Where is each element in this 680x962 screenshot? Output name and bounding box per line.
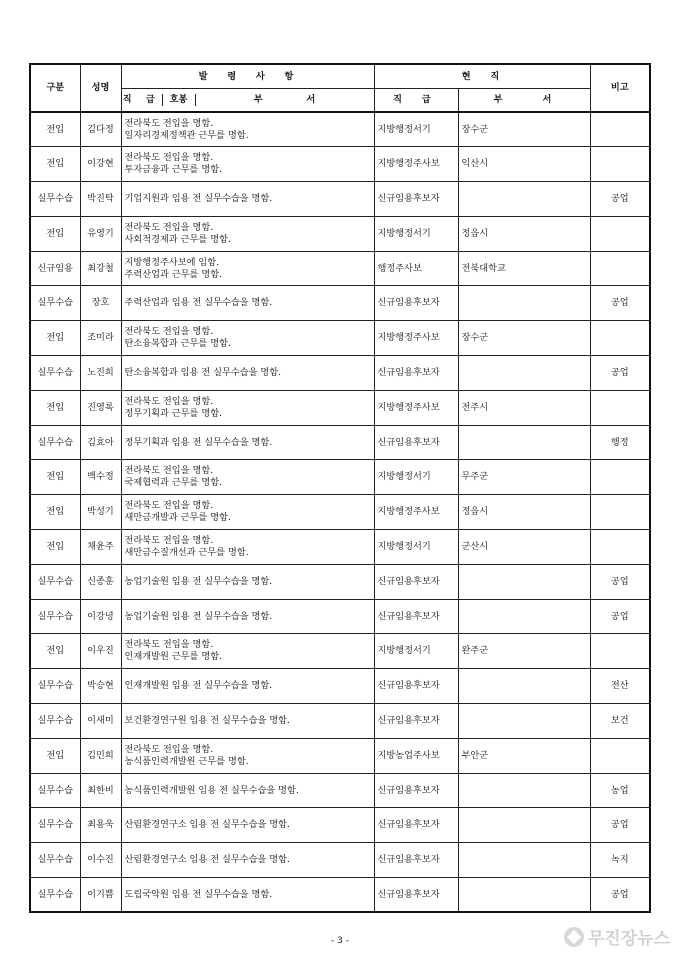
row-appointment	[121, 773, 374, 808]
row-appointment-line1: 전라북도 전입을 명함.	[124, 221, 214, 233]
row-current-dept	[458, 669, 590, 704]
row-current-rank: 신규임용후보자	[374, 773, 458, 808]
row-note	[590, 112, 650, 147]
table-row	[30, 321, 650, 356]
table-row	[30, 216, 650, 251]
row-current-rank: 신규임용후보자	[374, 286, 458, 321]
row-category: 전입	[30, 147, 80, 182]
row-current-dept	[458, 843, 590, 878]
row-appointment-line1: 탄소융복합과 임용 전 실무수습을 명함.	[124, 366, 282, 378]
row-category: 실무수습	[30, 599, 80, 634]
row-appointment-line2: 농식품인력개발원 근무를 명함.	[124, 755, 249, 767]
row-note	[590, 216, 650, 251]
row-current-dept: 정읍시	[458, 216, 590, 251]
row-appointment	[121, 251, 374, 286]
row-appointment-line1: 전라북도 전입을 명함.	[124, 743, 214, 755]
row-appointment-line1: 농업기술원 임용 전 실무수습을 명함.	[124, 610, 273, 622]
row-appointment-line1: 인재개발원 임용 전 실무수습을 명함.	[124, 680, 273, 692]
table-row	[30, 112, 650, 147]
row-appointment	[121, 425, 374, 460]
row-appointment-line1: 전라북도 전입을 명함.	[124, 534, 214, 546]
table-row	[30, 634, 650, 669]
row-appointment-line1: 도립국악원 임용 전 실무수습을 명함.	[124, 888, 273, 900]
row-appointment-line2: 투자금융과 근무를 명함.	[124, 164, 223, 176]
row-appointment-line1: 산림환경연구소 임용 전 실무수습을 명함.	[124, 854, 290, 866]
row-note: 공업	[590, 286, 650, 321]
row-current-rank: 지방행정서기	[374, 460, 458, 495]
row-note	[590, 460, 650, 495]
row-appointment-line2: 인재개발원 근무를 명함.	[124, 651, 223, 663]
row-name: 노진희	[80, 356, 121, 391]
row-note	[590, 738, 650, 773]
row-category: 실무수습	[30, 564, 80, 599]
row-appointment-line1: 기업지원과 임용 전 실무수습을 명함.	[124, 192, 273, 204]
row-current-dept: 장수군	[458, 321, 590, 356]
row-note	[590, 147, 650, 182]
row-current-rank: 신규임용후보자	[374, 564, 458, 599]
row-name: 백수정	[80, 460, 121, 495]
row-note	[590, 530, 650, 565]
row-current-dept: 전주시	[458, 390, 590, 425]
table-header	[30, 64, 650, 112]
row-category: 전입	[30, 112, 80, 147]
table-row	[30, 182, 650, 217]
row-category: 실무수습	[30, 182, 80, 217]
row-appointment	[121, 878, 374, 913]
row-appointment	[121, 808, 374, 843]
header-note: 비고	[590, 64, 650, 112]
row-appointment-line2: 정무기획과 근무를 명함.	[124, 407, 223, 419]
row-appointment	[121, 599, 374, 634]
row-name: 조미라	[80, 321, 121, 356]
row-name: 이우진	[80, 634, 121, 669]
row-name: 이새미	[80, 704, 121, 739]
row-category: 전입	[30, 216, 80, 251]
row-note: 전산	[590, 669, 650, 704]
row-category: 실무수습	[30, 356, 80, 391]
row-current-dept	[458, 182, 590, 217]
row-current-dept	[458, 425, 590, 460]
row-category: 실무수습	[30, 704, 80, 739]
row-name: 진영록	[80, 390, 121, 425]
row-category: 신규임용	[30, 251, 80, 286]
row-category: 실무수습	[30, 878, 80, 913]
row-appointment	[121, 634, 374, 669]
header-sub-dept: 부 서	[253, 94, 336, 105]
row-current-dept	[458, 599, 590, 634]
row-name: 신종훈	[80, 564, 121, 599]
row-appointment-line2: 사회적경제과 근무를 명함.	[124, 233, 231, 245]
watermark-logo-icon	[564, 927, 584, 947]
row-category: 전입	[30, 738, 80, 773]
row-current-rank: 신규임용후보자	[374, 808, 458, 843]
row-current-dept	[458, 773, 590, 808]
appointment-table	[29, 63, 651, 913]
row-current-dept: 익산시	[458, 147, 590, 182]
table-row	[30, 356, 650, 391]
row-appointment-line1: 전라북도 전입을 명함.	[124, 152, 214, 164]
row-category: 실무수습	[30, 669, 80, 704]
personnel-document	[29, 63, 649, 913]
header-category: 구분	[30, 64, 80, 112]
row-appointment-line1: 전라북도 전입을 명함.	[124, 395, 214, 407]
row-current-rank: 지방행정서기	[374, 634, 458, 669]
table-row	[30, 773, 650, 808]
header-current-dept: 부 서	[458, 89, 590, 113]
row-category: 전입	[30, 321, 80, 356]
row-note	[590, 251, 650, 286]
header-sub-grade: 호봉	[162, 94, 196, 106]
row-appointment	[121, 147, 374, 182]
row-appointment-line1: 산림환경연구소 임용 전 실무수습을 명함.	[124, 819, 290, 831]
row-name: 유영기	[80, 216, 121, 251]
row-appointment-line1: 농업기술원 임용 전 실무수습을 명함.	[124, 575, 273, 587]
header-current-rank: 직 급	[374, 89, 458, 113]
row-note: 공업	[590, 878, 650, 913]
row-current-dept: 완주군	[458, 634, 590, 669]
row-appointment	[121, 530, 374, 565]
row-appointment-line2: 새만금수질개선과 근무를 명함.	[124, 546, 249, 558]
watermark	[564, 924, 670, 949]
row-name: 이강녕	[80, 599, 121, 634]
row-appointment	[121, 182, 374, 217]
row-note: 농업	[590, 773, 650, 808]
table-body	[30, 112, 650, 912]
row-appointment-line1: 전라북도 전입을 명함.	[124, 639, 214, 651]
row-name: 김다정	[80, 112, 121, 147]
row-current-rank: 지방행정주사보	[374, 495, 458, 530]
row-name: 김효아	[80, 425, 121, 460]
row-note: 공업	[590, 182, 650, 217]
row-appointment-line1: 전라북도 전입을 명함.	[124, 326, 214, 338]
table-row	[30, 738, 650, 773]
row-appointment	[121, 321, 374, 356]
header-sub-rank: 직 급	[122, 94, 161, 105]
row-appointment	[121, 286, 374, 321]
row-appointment	[121, 460, 374, 495]
table-row	[30, 669, 650, 704]
row-note: 행정	[590, 425, 650, 460]
row-note	[590, 390, 650, 425]
row-current-dept: 정읍시	[458, 495, 590, 530]
row-current-dept: 전북대학교	[458, 251, 590, 286]
row-category: 실무수습	[30, 843, 80, 878]
row-name: 박성기	[80, 495, 121, 530]
page-number: - 3 -	[331, 936, 349, 946]
row-appointment	[121, 495, 374, 530]
row-name: 최용욱	[80, 808, 121, 843]
row-appointment	[121, 356, 374, 391]
row-note: 공업	[590, 564, 650, 599]
row-appointment-line1: 농식품인력개발원 임용 전 실무수습을 명함.	[124, 784, 299, 796]
row-appointment-line1: 전라북도 전입을 명함.	[124, 465, 214, 477]
row-appointment-line1: 전라북도 전입을 명함.	[124, 117, 214, 129]
row-appointment	[121, 704, 374, 739]
row-appointment	[121, 216, 374, 251]
row-current-rank: 지방행정주사보	[374, 147, 458, 182]
row-appointment-line1: 정무기획과 임용 전 실무수습을 명함.	[124, 436, 273, 448]
row-note: 공업	[590, 356, 650, 391]
row-note	[590, 634, 650, 669]
row-category: 실무수습	[30, 425, 80, 460]
row-name: 박진탁	[80, 182, 121, 217]
row-current-dept	[458, 286, 590, 321]
row-category: 실무수습	[30, 773, 80, 808]
row-appointment-line2: 주력산업과 근무를 명함.	[124, 268, 223, 280]
row-name: 박승현	[80, 669, 121, 704]
row-appointment	[121, 390, 374, 425]
row-current-rank: 지방농업주사보	[374, 738, 458, 773]
row-name: 최강철	[80, 251, 121, 286]
table-row	[30, 530, 650, 565]
row-note: 공업	[590, 808, 650, 843]
row-category: 전입	[30, 495, 80, 530]
row-name: 이기쁨	[80, 878, 121, 913]
row-current-rank: 행정주사보	[374, 251, 458, 286]
row-current-dept: 장수군	[458, 112, 590, 147]
row-appointment-line1: 전라북도 전입을 명함.	[124, 500, 214, 512]
row-note: 녹지	[590, 843, 650, 878]
table-row	[30, 704, 650, 739]
table-row	[30, 286, 650, 321]
table-row	[30, 878, 650, 913]
row-category: 실무수습	[30, 286, 80, 321]
table-row	[30, 564, 650, 599]
row-category: 전입	[30, 634, 80, 669]
row-current-rank: 신규임용후보자	[374, 878, 458, 913]
row-note: 보건	[590, 704, 650, 739]
row-appointment-line1: 보건환경연구원 임용 전 실무수습을 명함.	[124, 714, 290, 726]
header-name: 성명	[80, 64, 121, 112]
row-current-dept	[458, 878, 590, 913]
row-current-rank: 신규임용후보자	[374, 599, 458, 634]
table-row	[30, 599, 650, 634]
row-current-rank: 지방행정주사보	[374, 321, 458, 356]
table-row	[30, 390, 650, 425]
row-category: 실무수습	[30, 808, 80, 843]
row-appointment	[121, 738, 374, 773]
row-category: 전입	[30, 390, 80, 425]
row-note	[590, 321, 650, 356]
table-row	[30, 495, 650, 530]
row-category: 전입	[30, 530, 80, 565]
row-category: 전입	[30, 460, 80, 495]
row-appointment-line1: 주력산업과 임용 전 실무수습을 명함.	[124, 297, 273, 309]
row-current-dept: 무주군	[458, 460, 590, 495]
row-current-rank: 지방행정서기	[374, 216, 458, 251]
row-current-rank: 신규임용후보자	[374, 425, 458, 460]
row-appointment	[121, 843, 374, 878]
row-appointment-line1: 지방행정주사보에 임함.	[124, 256, 220, 268]
row-name: 채윤주	[80, 530, 121, 565]
row-appointment-line2: 새만금개발과 근무를 명함.	[124, 512, 231, 524]
row-current-dept	[458, 808, 590, 843]
table-row	[30, 808, 650, 843]
row-name: 김민희	[80, 738, 121, 773]
row-appointment	[121, 112, 374, 147]
header-appointment-group: 발 령 사 항	[121, 64, 374, 89]
table-row	[30, 251, 650, 286]
row-current-dept	[458, 704, 590, 739]
row-appointment	[121, 564, 374, 599]
row-note: 공업	[590, 599, 650, 634]
row-appointment-line2: 국제협력과 근무를 명함.	[124, 477, 223, 489]
row-current-dept: 부안군	[458, 738, 590, 773]
table-row	[30, 147, 650, 182]
row-current-dept	[458, 356, 590, 391]
row-appointment-line2: 탄소융복합과 근무를 명함.	[124, 338, 231, 350]
row-current-rank: 신규임용후보자	[374, 704, 458, 739]
row-appointment-line2: 일자리경제정책관 근무를 명함.	[124, 129, 249, 141]
table-row	[30, 425, 650, 460]
row-note	[590, 495, 650, 530]
row-current-rank: 지방행정주사보	[374, 390, 458, 425]
row-current-dept: 군산시	[458, 530, 590, 565]
row-current-rank: 신규임용후보자	[374, 356, 458, 391]
row-current-dept	[458, 564, 590, 599]
table-row	[30, 460, 650, 495]
header-appointment-subcolumns	[121, 89, 374, 113]
row-name: 이강현	[80, 147, 121, 182]
row-current-rank: 신규임용후보자	[374, 843, 458, 878]
row-current-rank: 신규임용후보자	[374, 182, 458, 217]
row-current-rank: 지방행정서기	[374, 112, 458, 147]
row-current-rank: 신규임용후보자	[374, 669, 458, 704]
row-current-rank: 지방행정서기	[374, 530, 458, 565]
row-appointment	[121, 669, 374, 704]
header-current-group: 현 직	[374, 64, 590, 89]
watermark-text: 무진장뉴스	[587, 929, 670, 949]
row-name: 최한비	[80, 773, 121, 808]
row-name: 이수진	[80, 843, 121, 878]
row-name: 장호	[80, 286, 121, 321]
table-row	[30, 843, 650, 878]
